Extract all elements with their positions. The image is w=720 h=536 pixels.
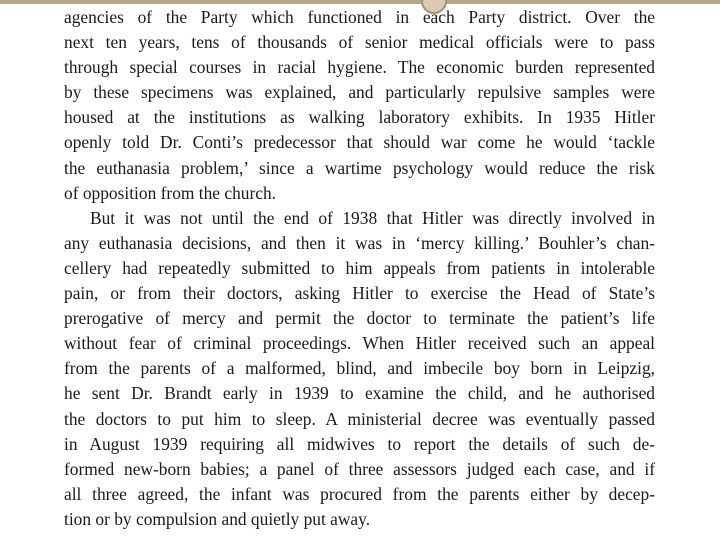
text-line: pain, or from their doctors, asking Hitler to exercise the Head of State’s [64,283,655,304]
text-line: he sent Dr. Brandt early in 1939 to examine the child, and he authorised [64,383,655,404]
text-line: through special courses in racial hygiene. The economic burden represented [64,57,655,78]
text-line: agencies of the Party which functioned in each Party district. Over the [64,7,655,27]
text-line: by these specimens was explained, and particularly repulsive samples were [64,82,655,103]
text-line: But it was not until the end of 1938 that Hitler was directly involved in [90,207,655,228]
text-line: tion or by compulsion and quietly put away. [64,508,371,529]
page-text [64,5,655,532]
paragraph-2 [64,206,655,532]
text-line: without fear of criminal proceedings. When Hitler received such an appeal [64,333,655,354]
text-line: from the parents of a malformed, blind, and imbecile boy born in Leipzig, [64,358,655,379]
text-line: the euthanasia problem,’ since a wartime psychology would reduce the risk [64,157,655,178]
text-line: next ten years, tens of thousands of senior medical officials were to pass [64,32,655,53]
text-line: cellery had repeatedly submitted to him appeals from patients in intolerable [64,257,655,278]
top-rule [0,0,720,4]
text-line: formed new-born babies; a panel of three assessors judged each case, and if [64,458,655,479]
paragraph-1 [64,5,655,206]
text-line: in August 1939 requiring all midwives to report the details of such de- [64,433,655,454]
text-line: openly told Dr. Conti’s predecessor that should war come he would ‘tackle [64,132,655,153]
text-line: all three agreed, the infant was procured from the parents either by decep- [64,483,655,504]
text-line: of opposition from the church. [64,182,277,203]
text-line: housed at the institutions as walking laboratory exhibits. In 1935 Hitler [64,107,655,128]
text-line: prerogative of mercy and permit the doctor to terminate the patient’s life [64,308,655,329]
text-line: any euthanasia decisions, and then it was in ‘mercy killing.’ Bouhler’s chan- [64,232,655,253]
text-line: the doctors to put him to sleep. A ministerial decree was eventually passed [64,408,655,429]
